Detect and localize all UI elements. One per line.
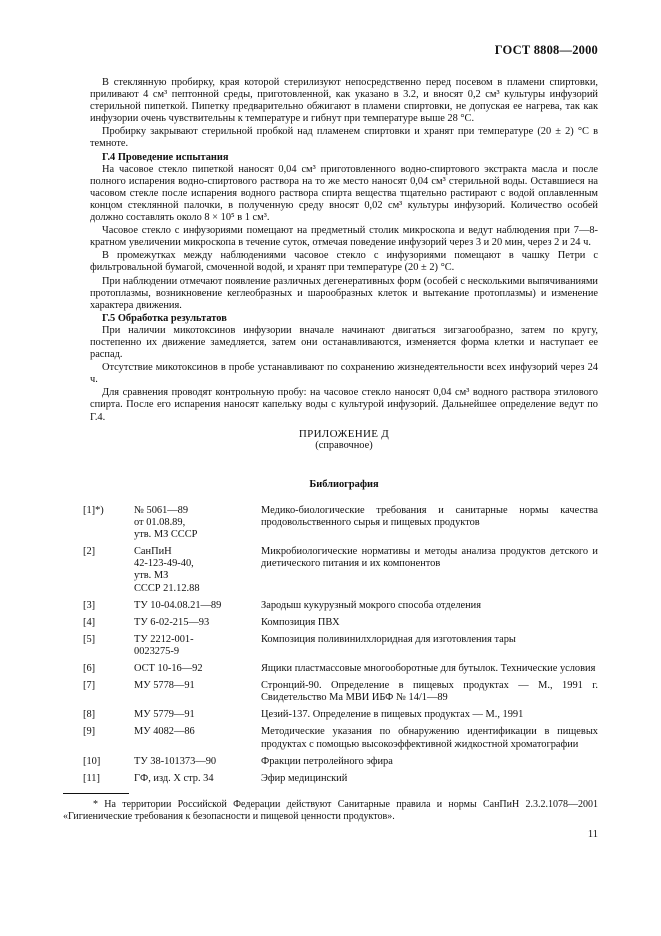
bibliography-number: [5]	[83, 633, 96, 645]
bibliography-number: [8]	[83, 709, 96, 721]
bibliography-title-cell: Стронций-90. Определение в пищевых продуктах — М., 1991 г. Свидетельство Ма МВИ ИБФ № 14/1—89	[261, 680, 598, 704]
bibliography-code: МУ 4082—86	[134, 726, 195, 738]
bibliography-code: ОСТ 10-16—92	[134, 663, 203, 675]
bibliography-row	[83, 505, 598, 546]
document-header-title: ГОСТ 8808—2000	[494, 43, 598, 57]
paragraph: Для сравнения проводят контрольную пробу: на часовое стекло наносят 0,04 см³ водного раствора этилового спирта. После его испарения наносят капельку воды с культурой инфузорий. Дальнейшее определение ведут по Г.4.	[90, 387, 598, 423]
bibliography-row	[83, 726, 598, 755]
paragraph: В промежутках между наблюдениями часовое стекло с инфузориями помещают в чашку Петри с фильтровальной бумагой, смоченной водой, и хранят при температуре (20 ± 2) °С.	[90, 250, 598, 274]
bibliography-number: [3]	[83, 599, 96, 611]
bibliography-code: № 5061—89 от 01.08.89, утв. МЗ СССР	[134, 505, 198, 541]
bibliography-row	[83, 617, 598, 634]
bibliography-number: [7]	[83, 680, 96, 692]
page-number: 11	[587, 829, 598, 840]
bibliography-title-cell: Ящики пластмассовые многооборотные для бутылок. Технические условия	[261, 663, 596, 675]
bibliography-title-cell: Медико-биологические требования и санитарные нормы качества продовольственного сырья и пищевых продуктов	[261, 505, 598, 529]
bibliography-code: ТУ 6-02-215—93	[134, 616, 210, 628]
body-text	[90, 77, 598, 425]
paragraph: В стеклянную пробирку, края которой стерилизуют непосредственно перед посевом в пламени спиртовки, приливают 4 см³ пептонной среды, приготовленной, как указано в 3.2, и вносят 0,2 см³ культуры инфузорий стерильной пипеткой. Пипетку предварительно обжигают в пламени спиртовки, не допуская ее нагрева, так как инфузории очень чувствительны к температуре и гибнут при температуре выше 28 °С.	[90, 77, 598, 125]
paragraph: На часовое стекло пипеткой наносят 0,04 см³ приготовленного водно-спиртового экстракта масла и после полного испарения водно-спиртового раствора на то же место наносят 0,04 см³ стерильной воды. Оставшиеся на часовом стекле после испарения водного раствора спирта вещества тщательно растирают с водой оплавленным концом стеклянной палочки, в полученную среду вносят 0,02 см³ культуры инфузорий. Количество особей должно составлять около 8 × 10⁵ в 1 см³.	[90, 163, 598, 224]
appendix-heading	[90, 428, 598, 452]
bibliography-title-cell: Цезий-137. Определение в пищевых продуктах — М., 1991	[261, 709, 524, 721]
bibliography-code: СанПиН 42-123-49-40, утв. МЗ СССР 21.12.88	[134, 546, 200, 594]
bibliography-number: [6]	[83, 663, 96, 675]
bibliography-title-cell: Методические указания по обнаружению идентификации в пищевых продуктах с помощью высокоэффективной жидкостной хроматографии	[261, 726, 598, 750]
bibliography-table	[83, 505, 598, 790]
bibliography-number: [4]	[83, 616, 96, 628]
footnote: * На территории Российской Федерации действуют Санитарные правила и нормы СанПиН 2.3.2.1078—2001 «Гигиенические требования к безопасности и пищевой ценности продуктов».	[63, 799, 598, 822]
paragraph: Отсутствие микотоксинов в пробе устанавливают по сохранению жизнедеятельности всех инфузорий через 24 ч.	[90, 362, 598, 386]
bibliography-title-cell: Микробиологические нормативы и методы анализа продуктов детского и диетического питания и их компонентов	[261, 546, 598, 570]
bibliography-code: ГФ, изд. Х стр. 34	[134, 772, 214, 784]
bibliography-row	[83, 663, 598, 680]
bibliography-title-cell: Зародыш кукурузный мокрого способа отделения	[261, 599, 482, 611]
bibliography-row	[83, 546, 598, 599]
section-heading: Г.4 Проведение испытания	[102, 151, 229, 163]
paragraph: Пробирку закрывают стерильной пробкой над пламенем спиртовки и хранят при температуре (20 ± 2) °С в темноте.	[90, 126, 598, 150]
bibliography-row	[83, 709, 598, 726]
bibliography-title-cell: Композиция ПВХ	[261, 616, 340, 628]
bibliography-title: Библиография	[309, 479, 379, 490]
bibliography-number: [1]*)	[83, 505, 104, 516]
paragraph: При наличии микотоксинов инфузории вначале начинают двигаться зигзагообразно, затем по кругу, постепенно их движение замедляется, затем они останавливаются, изменяется форма клетки и наступает ее распад.	[90, 324, 598, 361]
appendix-subtitle: (справочное)	[315, 440, 373, 452]
bibliography-number: [2]	[83, 546, 96, 558]
paragraph: При наблюдении отмечают появление различных дегенеративных форм (особей с несколькими выпячиваниями протоплазмы, возникновение кеглеобразных и шарообразных клеток и вытекание протоплазмы) и изменение характера движения.	[90, 275, 598, 311]
appendix-title: ПРИЛОЖЕНИЕ Д	[298, 428, 390, 440]
bibliography-title-cell: Композиция поливинилхлоридная для изготовления тары	[261, 633, 516, 645]
bibliography-title-cell: Фракции петролейного эфира	[261, 755, 393, 767]
bibliography-row	[83, 634, 598, 663]
bibliography-code: ТУ 10-04.08.21—89	[134, 599, 222, 611]
bibliography-number: [10]	[83, 755, 101, 767]
paragraph: Часовое стекло с инфузориями помещают на предметный столик микроскопа и ведут наблюдения при 7—8-кратном увеличении микроскопа в течение суток, отмечая поведение инфузорий через 3 и 20 мин, через 2 и 24 ч.	[90, 225, 598, 249]
bibliography-code: МУ 5778—91	[134, 680, 195, 692]
bibliography-row	[83, 756, 598, 773]
bibliography-code: МУ 5779—91	[134, 709, 195, 721]
bibliography-title-cell: Эфир медицинский	[261, 772, 348, 784]
section-heading: Г.5 Обработка результатов	[102, 312, 227, 324]
bibliography-row	[83, 680, 598, 709]
bibliography-number: [11]	[83, 772, 100, 784]
bibliography-row	[83, 600, 598, 617]
bibliography-code: ТУ 38-101373—90	[134, 755, 217, 767]
bibliography-row	[83, 773, 598, 790]
bibliography-code: ТУ 2212-001- 0023275-9	[134, 633, 194, 657]
footnote-divider	[63, 793, 129, 794]
bibliography-number: [9]	[83, 726, 96, 738]
